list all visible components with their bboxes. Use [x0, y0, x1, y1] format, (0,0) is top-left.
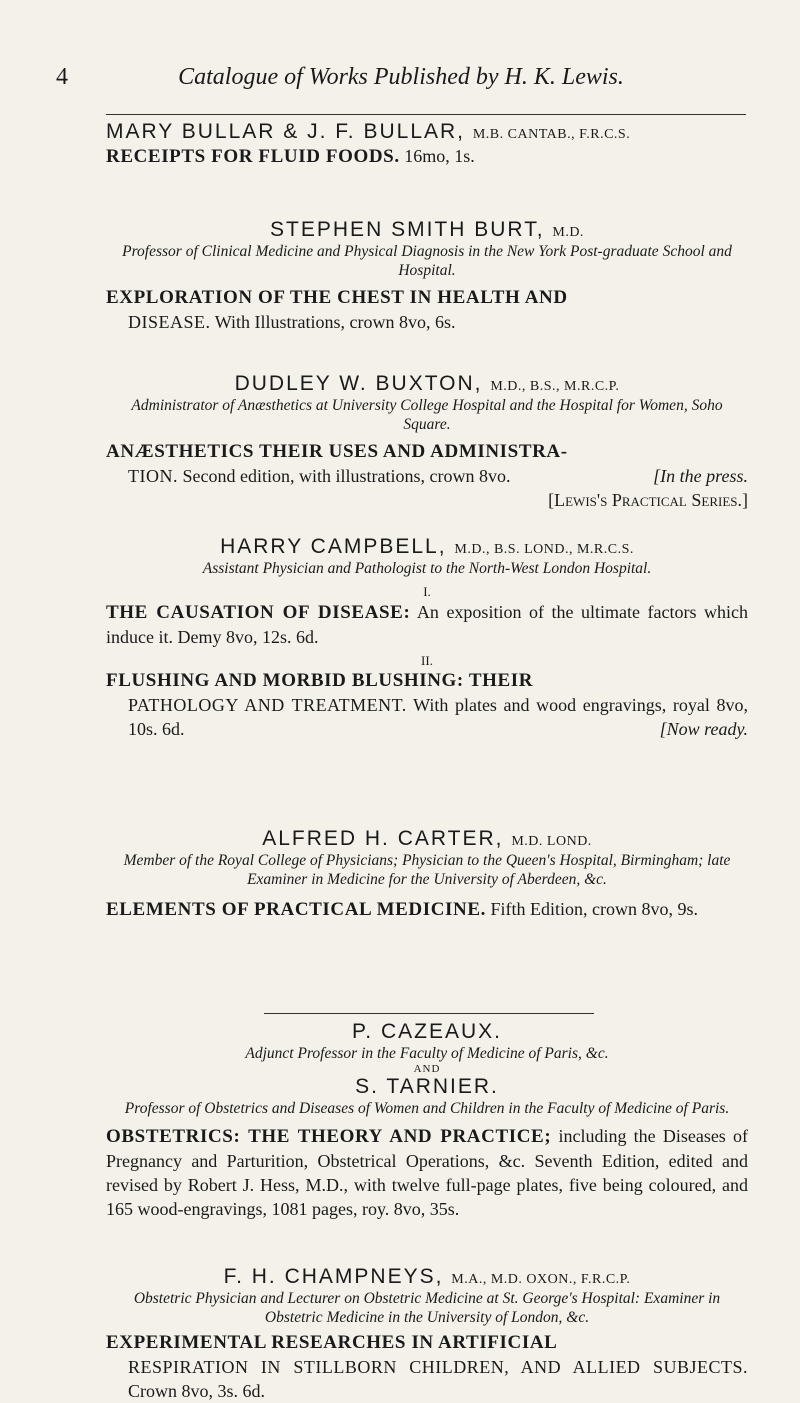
entry-carter	[106, 827, 748, 922]
author-name: HARRY CAMPBELL, M.D., B.S. LOND., M.R.C.S.	[220, 535, 634, 558]
entry-bullar	[106, 120, 748, 169]
author-affiliation: Obstetric Physician and Lecturer on Obstetric Medicine at St. George's Hospital: Examiner in Obstetric Medicine in the University of London, &c.	[133, 1290, 721, 1326]
page-title: Catalogue of Works Published by H. K. Lewis.	[178, 64, 624, 90]
work-listing: EXPERIMENTAL RESEARCHES IN ARTIFICIAL RESPIRATION IN STILLBORN CHILDREN, AND ALLIED SUBJECTS. Crown 8vo, 3s. 6d.	[106, 1332, 748, 1401]
work-listing: EXPLORATION OF THE CHEST IN HEALTH AND DISEASE. With Illustrations, crown 8vo, 6s.	[106, 287, 568, 332]
author-name: DUDLEY W. BUXTON, M.D., B.S., M.R.C.P.	[234, 372, 620, 395]
author-name: F. H. CHAMPNEYS, M.A., M.D. OXON., F.R.C.P.	[223, 1265, 631, 1288]
header-rule	[106, 114, 746, 115]
running-head	[56, 64, 746, 91]
author-affiliation: Adjunct Professor in the Faculty of Medicine of Paris, &c.	[245, 1045, 609, 1062]
author-affiliation: Assistant Physician and Pathologist to the North-West London Hospital.	[202, 560, 652, 577]
series-note: [Lewis's Practical Series.]	[548, 490, 748, 510]
section-divider	[264, 1013, 594, 1014]
work-numeral: II.	[421, 653, 433, 668]
entry-burt	[106, 218, 748, 334]
author-name: MARY BULLAR & J. F. BULLAR, M.B. CANTAB., F.R.C.S.	[106, 120, 631, 143]
entry-cazeaux-tarnier	[106, 1020, 748, 1221]
work-listing: FLUSHING AND MORBID BLUSHING: THEIR PATHOLOGY AND TREATMENT. With plates and wood engravings, royal 8vo, 10s. 6d. [Now ready.	[106, 670, 748, 739]
work-listing: ELEMENTS OF PRACTICAL MEDICINE. Fifth Edition, crown 8vo, 9s.	[106, 899, 698, 920]
author-affiliation: Professor of Clinical Medicine and Physical Diagnosis in the New York Post-graduate School and Hospital.	[122, 243, 732, 279]
author-affiliation: Administrator of Anæsthetics at University College Hospital and the Hospital for Women, Soho Square.	[131, 397, 723, 433]
entry-campbell	[106, 535, 748, 741]
entry-buxton	[106, 372, 748, 512]
page-number: 4	[56, 64, 68, 90]
conjunction: AND	[413, 1063, 441, 1075]
work-listing: THE CAUSATION OF DISEASE: An exposition of the ultimate factors which induce it. Demy 8vo, 12s. 6d.	[106, 602, 748, 647]
author-name: STEPHEN SMITH BURT, M.D.	[270, 218, 584, 241]
publication-status: [Now ready.	[659, 719, 748, 739]
work-listing: ANÆSTHETICS THEIR USES AND ADMINISTRA- TION. Second edition, with illustrations, crown 8vo. [In the press. [Lewis's Practical Series.]	[106, 441, 748, 510]
author-name: P. CAZEAUX.	[352, 1020, 502, 1043]
entry-champneys	[106, 1265, 748, 1403]
author-affiliation: Professor of Obstetrics and Diseases of Women and Children in the Faculty of Medicine of Paris.	[124, 1100, 730, 1117]
author-name: S. TARNIER.	[355, 1075, 499, 1098]
author-affiliation: Member of the Royal College of Physicians; Physician to the Queen's Hospital, Birmingham; late Examiner in Medicine for the University of Aberdeen, &c.	[123, 852, 731, 888]
work-listing: RECEIPTS FOR FLUID FOODS. 16mo, 1s.	[106, 146, 475, 167]
publication-status: [In the press.	[653, 466, 748, 486]
author-name: ALFRED H. CARTER, M.D. LOND.	[262, 827, 592, 850]
work-listing: OBSTETRICS: THE THEORY AND PRACTICE; including the Diseases of Pregnancy and Parturition, Obstetrical Operations, &c. Seventh Edition, edited and revised by Robert J. Hess, M.D., with twelve full-page plates, five being coloured, and 165 wood-engravings, 1081 pages, roy. 8vo, 35s.	[106, 1126, 749, 1219]
work-numeral: I.	[423, 584, 431, 599]
